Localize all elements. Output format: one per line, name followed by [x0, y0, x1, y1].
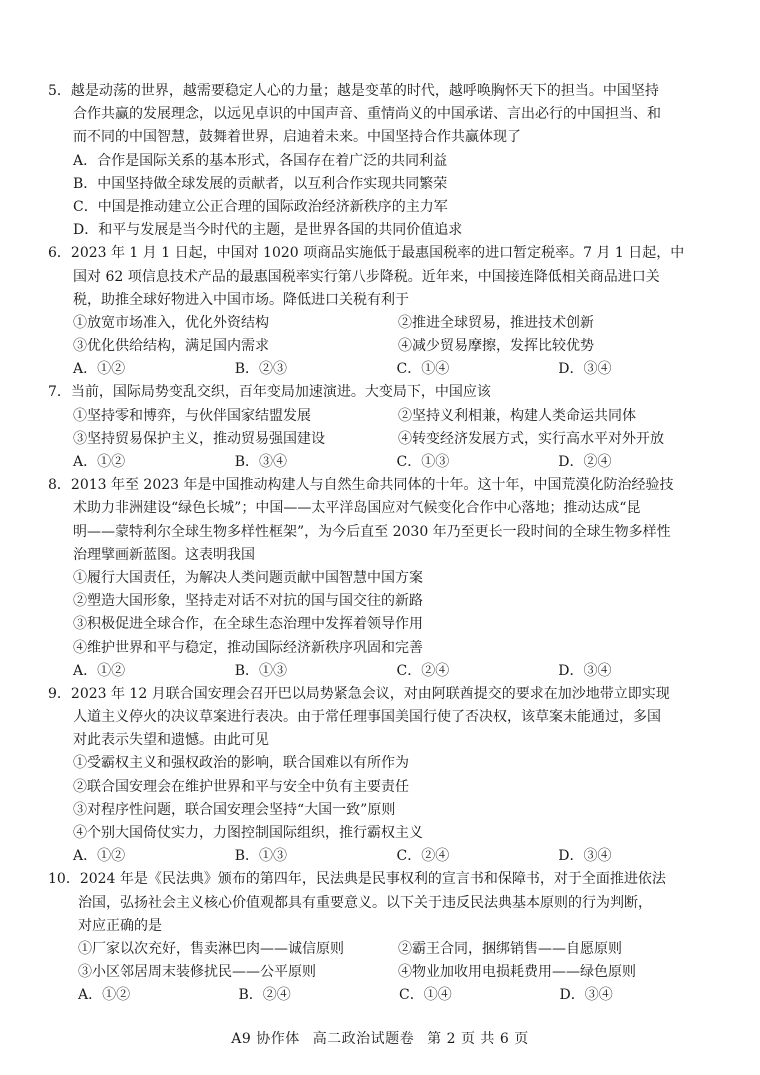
option-a: A．①②	[73, 361, 126, 378]
statement-item: ③优化供给结构，满足国内需求	[73, 338, 269, 355]
question-text: 国对 62 项信息技术产品的最惠国税率实行第八步降税。近年来，中国接连降低相关商品进口关	[73, 268, 660, 285]
statement-item: ③积极促进全球合作，在全球生态治理中发挥着领导作用	[73, 616, 423, 633]
option-d: D．③④	[558, 848, 612, 865]
answer-row	[48, 451, 720, 474]
option-d: D．③④	[558, 361, 612, 378]
question-6	[48, 242, 720, 381]
option-b: B．②③	[234, 361, 288, 378]
footer-page-number: 第 2 页 共 6 页	[427, 1031, 529, 1047]
option-a: A．合作是国际关系的基本形式，各国存在着广泛的共同利益	[73, 152, 448, 169]
option-c: C．①③	[396, 454, 450, 470]
option-a: A．①②	[78, 987, 131, 1004]
question-5	[48, 80, 720, 242]
answer-row	[48, 845, 720, 868]
option-b: B．①③	[234, 662, 288, 679]
statement-item: ④转变经济发展方式，实行高水平对外开放	[398, 430, 664, 447]
option-b: B．①③	[234, 848, 288, 865]
answer-row	[48, 358, 720, 381]
statement-item: ③坚持贸易保护主义，推动贸易强国建设	[73, 430, 325, 447]
option-c: C．①④	[396, 361, 450, 378]
option-d: D．和平与发展是当今时代的主题，是世界各国的共同价值追求	[73, 222, 463, 239]
statement-item: ①受霸权主义和强权政治的影响，联合国难以有所作为	[73, 755, 409, 772]
question-text: 对此表示失望和遗憾。由此可见	[73, 732, 269, 749]
statement-row	[48, 335, 720, 358]
question-text: 合作共赢的发展理念，以远见卓识的中国声音、重情尚义的中国承诺、言出必行的中国担当、和	[73, 106, 661, 123]
option-a: A．①②	[73, 454, 126, 470]
option-c: C．②④	[396, 662, 450, 679]
option-d: D．③④	[559, 987, 613, 1004]
option-c: C．中国是推动建立公正合理的国际政治经济新秩序的主力军	[73, 198, 448, 215]
question-10	[48, 868, 720, 1007]
statement-item: ①放宽市场准入，优化外资结构	[73, 314, 269, 331]
question-text: 明——蒙特利尔全球生物多样性框架”，为今后直至 2030 年乃至更长一段时间的全球生物多样性	[73, 523, 671, 540]
statement-row	[48, 961, 720, 984]
question-8	[48, 474, 720, 683]
question-7	[48, 381, 720, 474]
question-text: 对应正确的是	[78, 917, 162, 934]
option-a: A．①②	[73, 662, 126, 679]
answer-row	[48, 660, 720, 683]
statement-item: ④减少贸易摩擦，发挥比较优势	[398, 338, 594, 355]
statement-item: ③对程序性问题，联合国安理会坚持“大国一致”原则	[73, 801, 396, 818]
statement-item: ③小区邻居周末装修扰民——公平原则	[78, 964, 316, 981]
statement-item: ①坚持零和博弈，与伙伴国家结盟发展	[73, 407, 311, 424]
option-b: B．②④	[238, 987, 291, 1004]
statement-row	[48, 405, 720, 428]
statement-item: ②坚持义利相兼，构建人类命运共同体	[398, 407, 636, 424]
question-text: 治国，弘扬社会主义核心价值观都具有重要意义。以下关于违反民法典基本原则的行为判断，	[78, 894, 652, 911]
question-text: 10．2024 年是《民法典》颁布的第四年，民法典是民事权利的宣言书和保障书，对于全面推进依法	[48, 871, 666, 888]
question-text: 治理擘画新蓝图。这表明我国	[73, 546, 255, 563]
statement-item: ②霸王合同，捆绑销售——自愿原则	[398, 940, 622, 957]
option-b: B．中国坚持做全球发展的贡献者，以互利合作实现共同繁荣	[73, 175, 448, 192]
question-text: 而不同的中国智慧，鼓舞着世界，启迪着未来。中国坚持合作共赢体现了	[73, 129, 521, 146]
question-text: 7．当前，国际局势变乱交织，百年变局加速演进。大变局下，中国应该	[48, 384, 491, 401]
question-text: 6．2023 年 1 月 1 日起，中国对 1020 项商品实施低于最惠国税率的进口暂定税率。7 月 1 日起，中	[48, 245, 685, 262]
statement-row	[48, 428, 720, 451]
question-text: 税，助推全球好物进入中国市场。降低进口关税有利于	[73, 291, 409, 308]
question-text: 5．越是动荡的世界，越需要稳定人心的力量；越是变革的时代，越呼唤胸怀天下的担当。中国坚持	[48, 83, 659, 99]
option-a: A．①②	[73, 848, 126, 865]
option-b: B．③④	[234, 454, 288, 470]
question-9	[48, 683, 720, 869]
statement-item: ①履行大国责任，为解决人类问题贡献中国智慧中国方案	[73, 569, 423, 586]
statement-item: ②推进全球贸易，推进技术创新	[398, 314, 594, 331]
option-d: D．②④	[558, 454, 612, 470]
question-text: 8．2013 年至 2023 年是中国推动构建人与自然生命共同体的十年。这十年，中国荒漠化防治经验技	[48, 477, 674, 494]
answer-row	[48, 984, 720, 1007]
question-text: 术助力非洲建设“绿色长城”；中国——太平洋岛国应对气候变化合作中心落地；推动达成“昆	[73, 500, 641, 517]
exam-page	[48, 80, 720, 1008]
footer-org: A9 协作体	[231, 1031, 300, 1047]
footer-title: 高二政治试题卷	[312, 1031, 415, 1047]
statement-row	[48, 312, 720, 335]
question-text: 人道主义停火的决议草案进行表决。由于常任理事国美国行使了否决权，该草案未能通过，多国	[73, 709, 661, 726]
statement-item: ②塑造大国形象，坚持走对话不对抗的国与国交往的新路	[73, 593, 423, 610]
option-c: C．②④	[396, 848, 450, 865]
option-d: D．③④	[558, 662, 612, 679]
page-footer	[0, 1028, 760, 1048]
option-c: C．①④	[399, 987, 452, 1004]
statement-row	[48, 938, 720, 961]
question-text: 9．2023 年 12 月联合国安理会召开巴以局势紧急会议，对由阿联酋提交的要求在加沙地带立即实现	[48, 685, 670, 702]
statement-item: ①厂家以次充好，售卖淋巴肉——诚信原则	[78, 940, 344, 957]
statement-item: ②联合国安理会在维护世界和平与安全中负有主要责任	[73, 778, 409, 795]
statement-item: ④维护世界和平与稳定，推动国际经济新秩序巩固和完善	[73, 639, 423, 656]
statement-item: ④个别大国倚仗实力，力图控制国际组织，推行霸权主义	[73, 825, 423, 841]
statement-item: ④物业加收用电损耗费用——绿色原则	[398, 964, 636, 981]
